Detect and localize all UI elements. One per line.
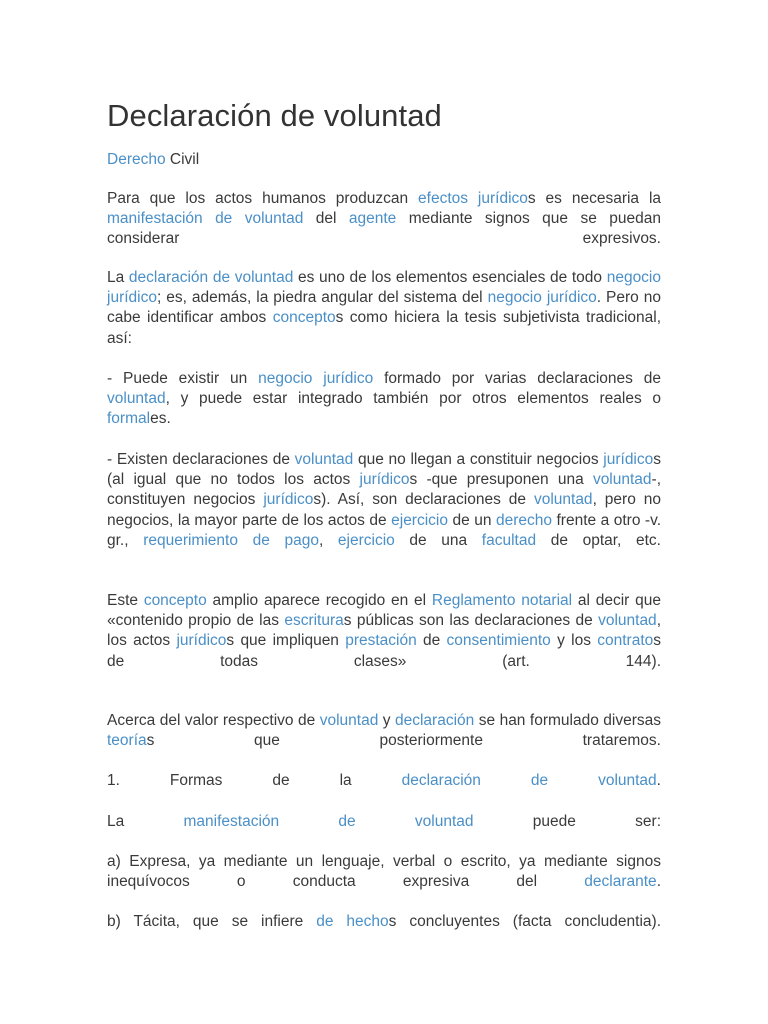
inline-link[interactable]: requerimiento de pago <box>143 531 319 549</box>
text-run: y los <box>550 632 598 650</box>
text-run: del <box>303 210 349 228</box>
text-run: de <box>416 632 447 650</box>
paragraph-7 <box>107 771 661 791</box>
inline-link[interactable]: de hecho <box>316 913 389 930</box>
text-run: b) Tácita, que se infiere <box>107 913 317 930</box>
inline-link[interactable]: consentimiento <box>446 632 551 650</box>
text-run: Civil <box>165 151 200 168</box>
inline-link[interactable]: contrato <box>597 632 654 650</box>
inline-link[interactable]: voluntad <box>294 451 354 468</box>
text-run: La <box>107 269 129 286</box>
text-run: a) Expresa, ya mediante un lenguaje, verbal o escrito, ya mediante signos inequívocos o conducta expresiva del <box>107 853 661 891</box>
inline-link[interactable]: declaración <box>395 712 475 729</box>
text-run: es. <box>150 410 171 428</box>
inline-link[interactable]: teoría <box>107 732 147 750</box>
paragraph-10 <box>107 912 661 932</box>
inline-link[interactable]: declaración de voluntad <box>128 269 294 286</box>
inline-link[interactable]: voluntad <box>319 712 379 729</box>
text-run: de una <box>394 531 482 549</box>
inline-link[interactable]: Reglamento notarial <box>431 592 573 609</box>
text-run: Este <box>107 592 144 609</box>
text-run: Acerca del valor respectivo de <box>107 712 320 729</box>
page-title: Declaración de voluntad <box>107 98 442 133</box>
text-run: de optar, etc. <box>536 531 661 549</box>
text-run: s que impliquen <box>226 632 346 650</box>
inline-link[interactable]: concepto <box>143 592 207 609</box>
text-run: 1. Formas de la <box>107 772 402 789</box>
text-run: es uno de los elementos esenciales de todo <box>293 269 607 286</box>
inline-link[interactable]: voluntad <box>107 390 166 408</box>
inline-link[interactable]: Derecho <box>107 151 166 168</box>
paragraph-6 <box>107 711 661 751</box>
inline-link[interactable]: negocio jurídico <box>487 289 597 307</box>
text-run: La <box>107 813 184 830</box>
inline-link[interactable]: declaración de voluntad <box>401 772 657 789</box>
inline-link[interactable]: negocio jurídico <box>258 370 374 387</box>
inline-link[interactable]: jurídico <box>263 491 314 509</box>
inline-link[interactable]: facultad <box>481 531 537 549</box>
text-run: -, constituyen negocios <box>107 471 662 509</box>
text-run: se han formulado diversas <box>474 712 661 729</box>
inline-link[interactable]: ejercicio <box>391 511 448 529</box>
text-run: y <box>378 712 395 729</box>
text-run: s que posteriormente trataremos. <box>146 732 661 750</box>
inline-link[interactable]: declarante <box>584 873 657 891</box>
text-run: Para que los actos humanos produzcan <box>107 190 419 207</box>
text-run: s de todas clases» (art. 144). <box>107 632 661 670</box>
text-run: de un <box>447 511 496 529</box>
inline-link[interactable]: derecho <box>495 511 552 529</box>
text-run: s es necesaria la <box>527 190 662 207</box>
text-run: , los actos <box>107 612 661 650</box>
text-run: s como hiciera la tesis subjetivista tradicional, así: <box>107 309 662 347</box>
text-run: s). Así, son declaraciones de <box>313 491 534 509</box>
inline-link[interactable]: voluntad <box>592 471 652 489</box>
inline-link[interactable]: manifestación de voluntad <box>107 210 304 228</box>
text-run: - Puede existir un <box>107 370 259 387</box>
paragraph-8 <box>107 812 661 832</box>
inline-link[interactable]: formal <box>107 410 151 428</box>
inline-link[interactable]: manifestación de voluntad <box>183 813 474 830</box>
text-run: . <box>656 873 661 891</box>
text-run: . <box>656 772 661 789</box>
text-run: . Pero no cabe identificar ambos <box>107 289 661 327</box>
text-run: amplio aparece recogido en el <box>206 592 432 609</box>
text-run: , <box>318 531 338 549</box>
inline-link[interactable]: jurídico <box>603 451 654 468</box>
inline-link[interactable]: agente <box>348 210 397 228</box>
inline-link[interactable]: efectos jurídico <box>418 190 528 207</box>
paragraph-9 <box>107 852 661 892</box>
text-run: , y puede estar integrado también por otros elementos reales o <box>165 390 661 408</box>
inline-link[interactable]: negocio jurídico <box>107 269 661 307</box>
inline-link[interactable]: prestación <box>345 632 417 650</box>
inline-link[interactable]: ejercicio <box>337 531 395 549</box>
category-line <box>107 150 199 170</box>
inline-link[interactable]: concepto <box>272 309 336 327</box>
paragraph-4 <box>107 450 661 551</box>
text-run: s concluyentes (facta concludentia). <box>388 913 661 930</box>
inline-link[interactable]: voluntad <box>598 612 657 630</box>
text-run: que no llegan a constituir negocios <box>353 451 604 468</box>
text-run: s (al igual que no todos los actos <box>107 451 661 489</box>
paragraph-1 <box>107 189 661 250</box>
inline-link[interactable]: escritura <box>284 612 344 630</box>
text-run: s públicas son las declaraciones de <box>343 612 599 630</box>
paragraph-2 <box>107 268 661 349</box>
paragraph-3 <box>107 369 661 430</box>
text-run: ; es, además, la piedra angular del sistema del <box>156 289 488 307</box>
text-run: mediante signos que se puedan considerar expresivos. <box>107 210 661 248</box>
inline-link[interactable]: jurídico <box>359 471 410 489</box>
text-run: puede ser: <box>473 813 661 830</box>
paragraph-5 <box>107 591 661 672</box>
text-run: s -que presuponen una <box>409 471 593 489</box>
text-run: formado por varias declaraciones de <box>373 370 661 387</box>
inline-link[interactable]: jurídico <box>176 632 227 650</box>
text-run: frente a otro -v. gr., <box>107 511 662 549</box>
text-run: al decir que «contenido propio de las <box>107 592 661 630</box>
text-run: - Existen declaraciones de <box>107 451 295 468</box>
text-run: , pero no negocios, la mayor parte de los actos de <box>107 491 662 529</box>
inline-link[interactable]: voluntad <box>533 491 593 509</box>
